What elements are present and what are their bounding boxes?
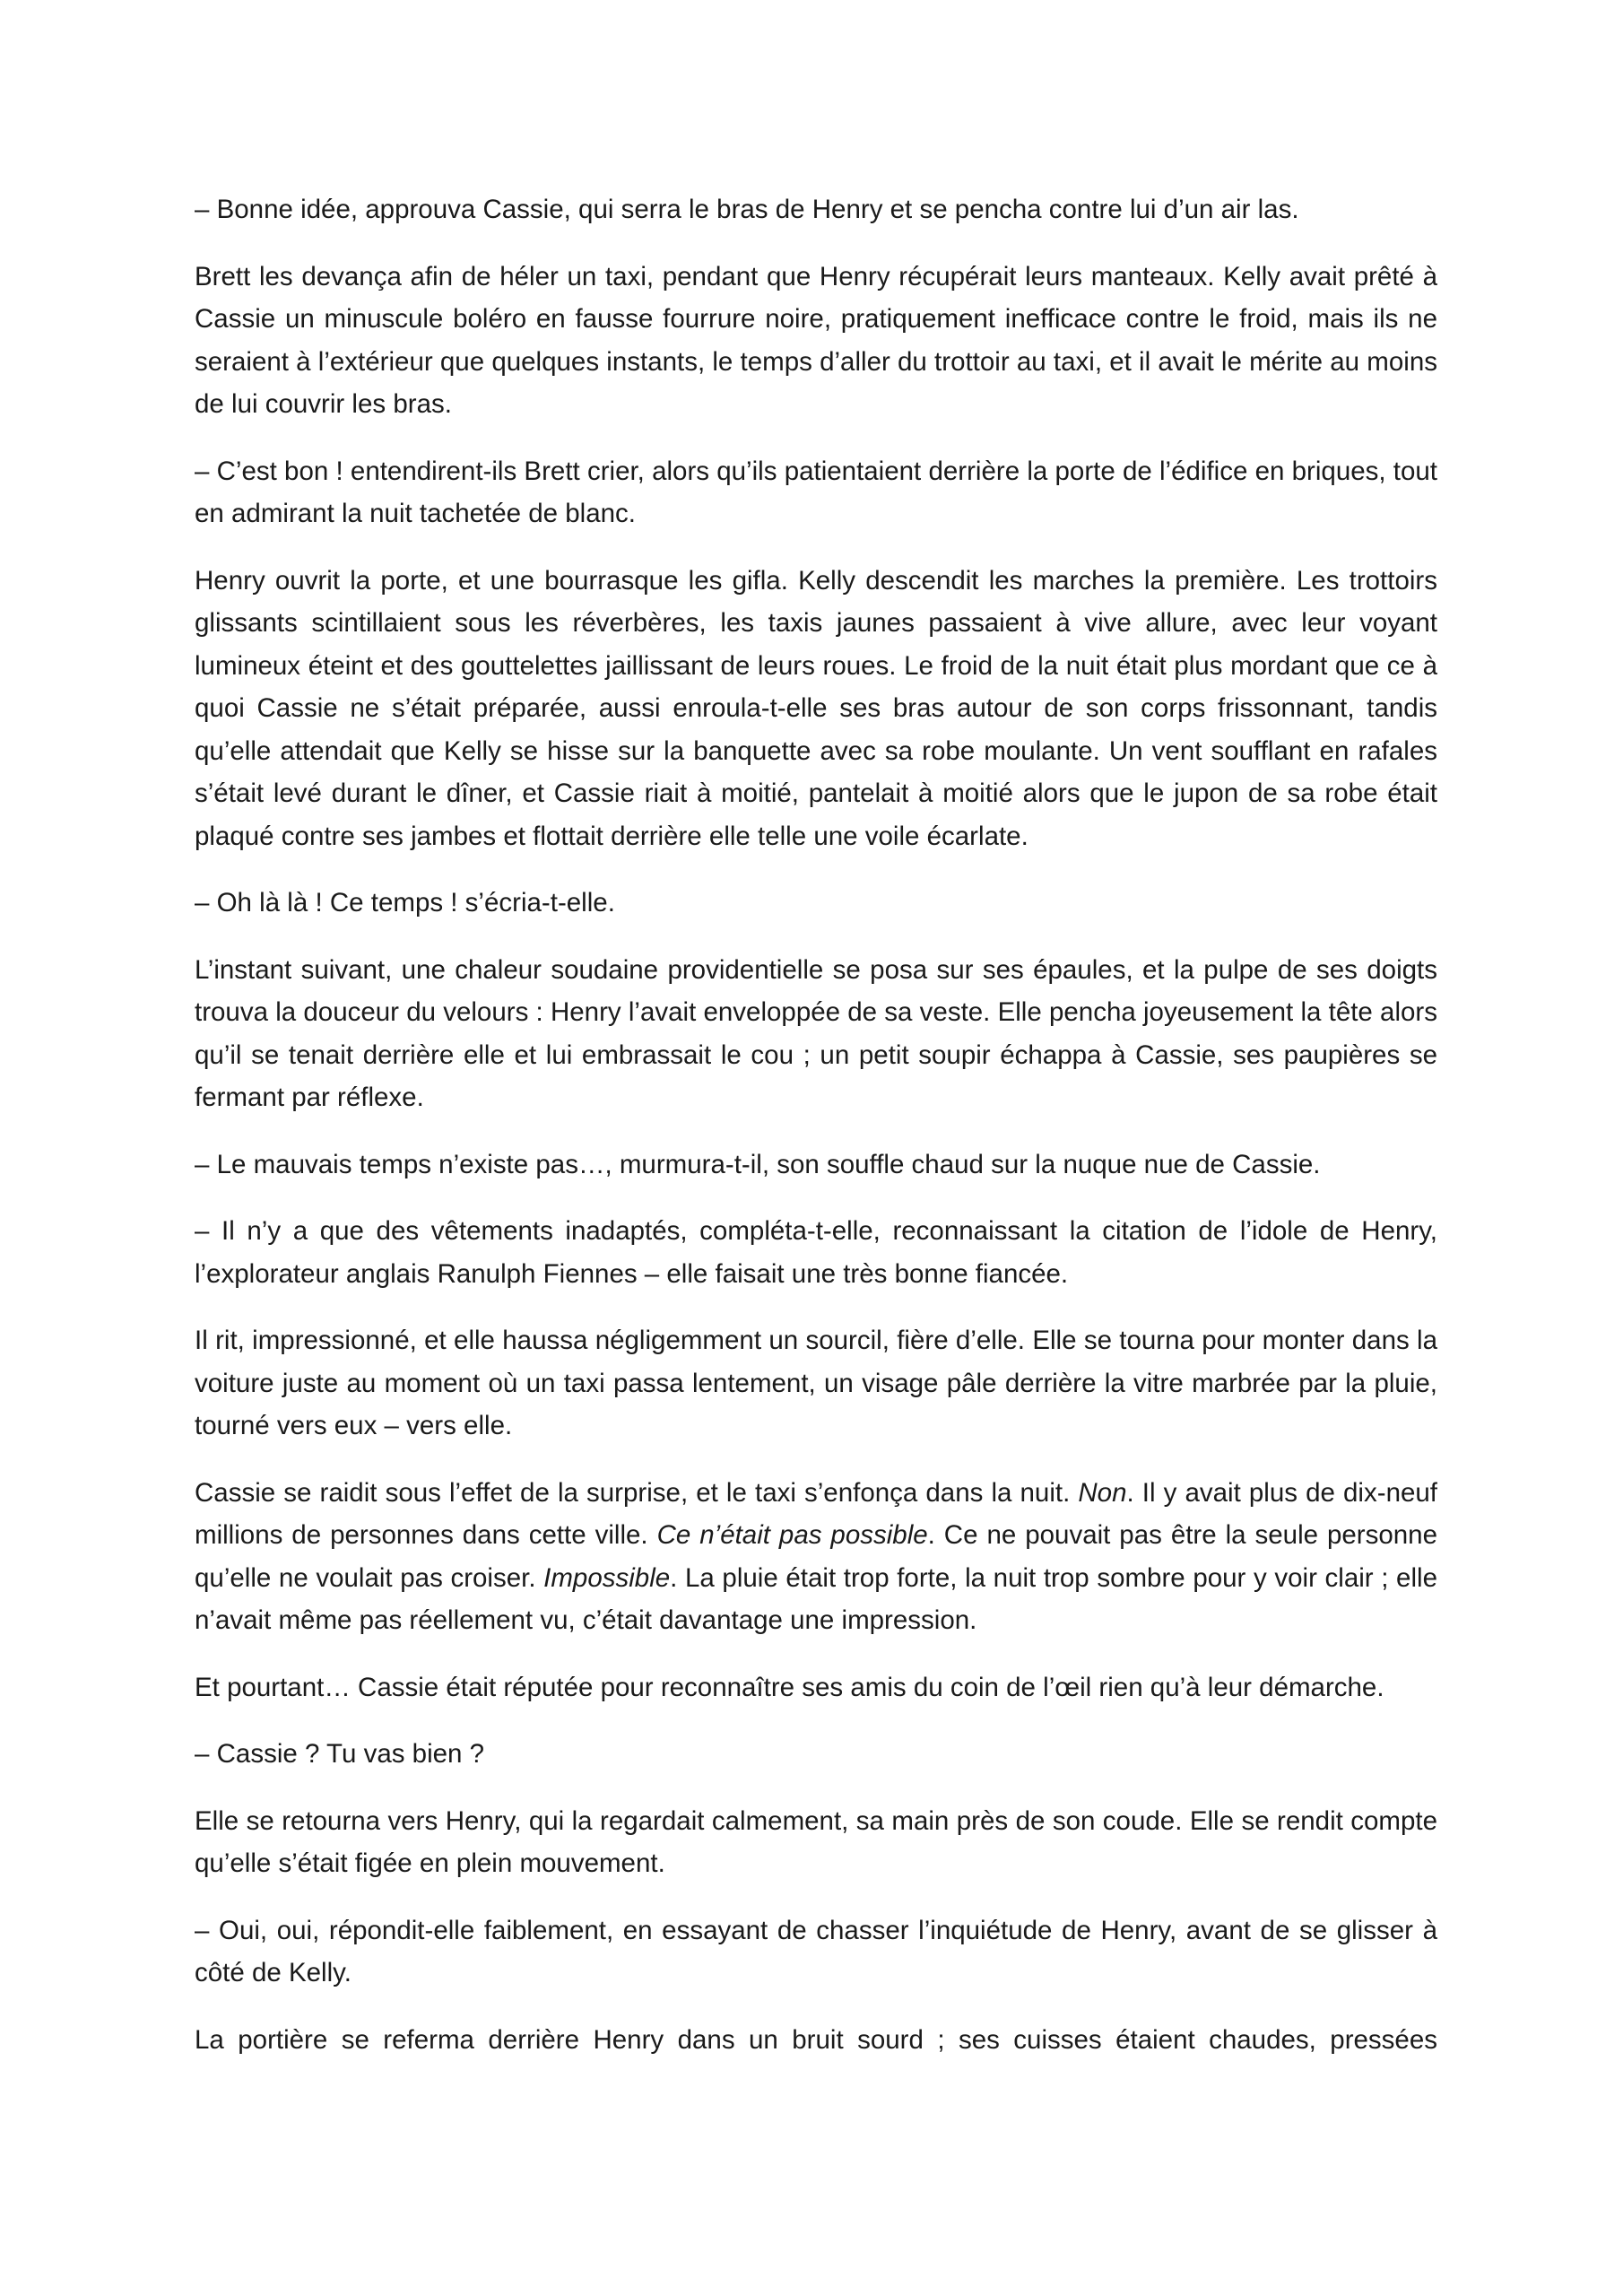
paragraph [195, 1210, 1437, 1295]
italic-text: Ce n’était pas possible [656, 1520, 928, 1550]
paragraph [195, 1319, 1437, 1448]
text-segment: Henry ouvrit la porte, et une bourrasque les gifla. Kelly descendit les marches la première. Les trottoirs glissants scintillaient sous les réverbères, les taxis jaunes passaient à vive allure, avec leur voyant lumineux éteint et des gouttelettes jaillissant de leurs roues. Le froid de la nuit était plus mordant que ce à quoi Cassie ne s’était préparée, aussi enroula-t-elle ses bras autour de son corps frissonnant, tandis qu’elle attendait que Kelly se hisse sur la banquette avec sa robe moulante. Un vent soufflant en rafales s’était levé durant le dîner, et Cassie riait à moitié, pantelait à moitié alors que le jupon de sa robe était plaqué contre ses jambes et flottait derrière elle telle une voile écarlate. [195, 565, 1437, 851]
text-segment: L’instant suivant, une chaleur soudaine providentielle se posa sur ses épaules, et la pulpe de ses doigts trouva la douceur du velours : Henry l’avait enveloppée de sa veste. Elle pencha joyeusement la tête alors qu’il se tenait derrière elle et lui embrassait le cou ; un petit soupir échappa à Cassie, ses paupières se fermant par réflexe. [195, 954, 1437, 1112]
text-segment: – Le mauvais temps n’existe pas…, murmura-t-il, son souffle chaud sur la nuque nue de Cassie. [195, 1149, 1321, 1179]
text-segment: Et pourtant… Cassie était réputée pour reconnaître ses amis du coin de l’œil rien qu’à leur démarche. [195, 1672, 1384, 1702]
text-segment: – C’est bon ! entendirent-ils Brett crier, alors qu’ils patientaient derrière la porte de l’édifice en briques, tout en admirant la nuit tachetée de blanc. [195, 456, 1437, 528]
paragraph [195, 1909, 1437, 1995]
text-segment: – Il n’y a que des vêtements inadaptés, compléta-t-elle, reconnaissant la citation de l’idole de Henry, l’explorateur anglais Ranulph Fiennes – elle faisait une très bonne fiancée. [195, 1216, 1437, 1289]
text-segment: Brett les devança afin de héler un taxi, pendant que Henry récupérait leurs manteaux. Kelly avait prêté à Cassie un minuscule boléro en fausse fourrure noire, pratiquement inefficace contre le froid, mais ils ne seraient à l’extérieur que quelques instants, le temps d’aller du trottoir au taxi, et il avait le mérite au moins de lui couvrir les bras. [195, 261, 1437, 419]
paragraph [195, 882, 1437, 925]
italic-text: Non [1078, 1477, 1127, 1508]
text-segment: Cassie se raidit sous l’effet de la surprise, et le taxi s’enfonça dans la nuit. [195, 1477, 1079, 1508]
paragraph [195, 560, 1437, 858]
text-segment: – Oh là là ! Ce temps ! s’écria-t-elle. [195, 888, 615, 918]
paragraph [195, 256, 1437, 426]
text-segment: – Bonne idée, approuva Cassie, qui serra le bras de Henry et se pencha contre lui d’un air las. [195, 195, 1299, 224]
text-segment: . La pluie était trop forte, la nuit trop sombre pour y voir clair ; elle n’avait même pas réellement vu, c’était davantage une impression. [195, 1562, 1437, 1635]
paragraph [195, 188, 1437, 231]
paragraph [195, 1472, 1437, 1642]
paragraph [195, 450, 1437, 535]
text-segment: La portière se referma derrière Henry dans un bruit sourd ; ses cuisses étaient chaudes, pressées [195, 2024, 1437, 2055]
paragraph [195, 949, 1437, 1119]
text-segment: – Cassie ? Tu vas bien ? [195, 1739, 485, 1769]
text-segment: . Il y avait plus de dix-neuf millions de personnes dans cette ville. [195, 1477, 1437, 1550]
paragraph [195, 1144, 1437, 1187]
paragraph [195, 1666, 1437, 1709]
paragraph [195, 1800, 1437, 1885]
text-segment: . Ce ne pouvait pas être la seule personne qu’elle ne voulait pas croiser. [195, 1520, 1437, 1593]
text-segment: Il rit, impressionné, et elle haussa négligemment un sourcil, fière d’elle. Elle se tourna pour monter dans la voiture juste au moment où un taxi passa lentement, un visage pâle derrière la vitre marbrée par la pluie, tourné vers eux – vers elle. [195, 1326, 1437, 1440]
body-text [195, 188, 1437, 2061]
italic-text: Impossible [543, 1562, 671, 1593]
paragraph [195, 1733, 1437, 1776]
text-segment: Elle se retourna vers Henry, qui la regardait calmement, sa main près de son coude. Elle se rendit compte qu’elle s’était figée en plein mouvement. [195, 1805, 1437, 1878]
paragraph [195, 2019, 1437, 2062]
text-segment: – Oui, oui, répondit-elle faiblement, en essayant de chasser l’inquiétude de Henry, avant de se glisser à côté de Kelly. [195, 1915, 1437, 1987]
